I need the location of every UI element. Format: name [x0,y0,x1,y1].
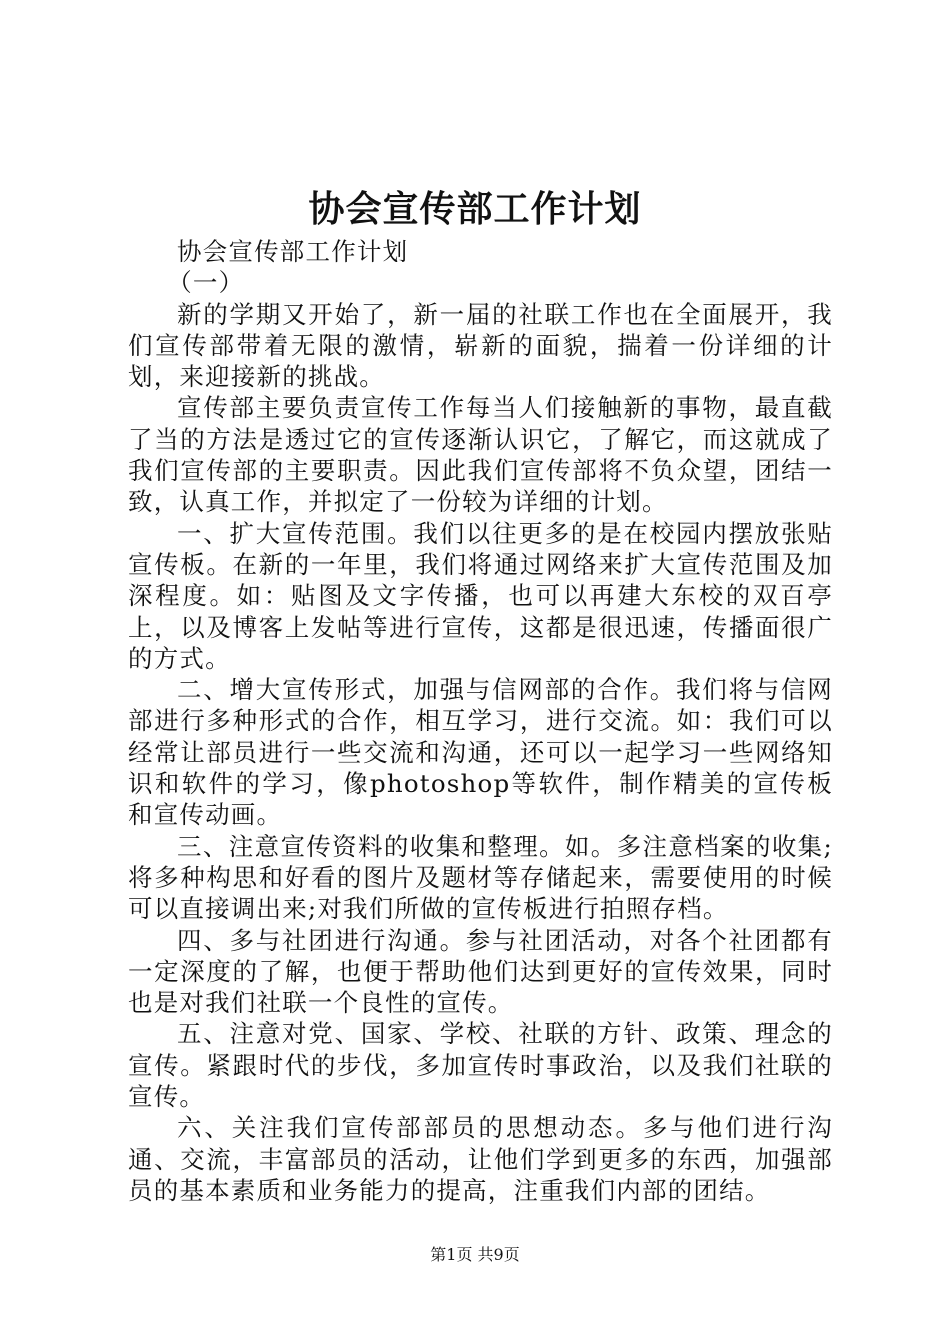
paragraph-item-2: 二、增大宣传形式，加强与信网部的合作。我们将与信网部进行多种形式的合作，相互学习，进行交流。如：我们可以经常让部员进行一些交流和沟通，还可以一起学习一些网络知识和软件的学习，像photoshop等软件，制作精美的宣传板和宣传动画。 [128,675,833,830]
paragraph-item-1: 一、扩大宣传范围。我们以往更多的是在校园内摆放张贴宣传板。在新的一年里，我们将通过网络来扩大宣传范围及加深程度。如：贴图及文字传播，也可以再建大东校的双百亭上，以及博客上发帖等进行宣传，这都是很迅速，传播面很广的方式。 [128,518,833,673]
section-marker: （一） [167,268,245,298]
paragraph-item-5: 五、注意对党、国家、学校、社联的方针、政策、理念的宣传。紧跟时代的步伐，多加宣传时事政治，以及我们社联的宣传。 [128,1019,833,1112]
paragraph-item-4: 四、多与社团进行沟通。参与社团活动，对各个社团都有一定深度的了解，也便于帮助他们达到更好的宣传效果，同时也是对我们社联一个良性的宣传。 [128,925,833,1018]
paragraph-item-6: 六、关注我们宣传部部员的思想动态。多与他们进行沟通、交流，丰富部员的活动，让他们学到更多的东西，加强部员的基本素质和业务能力的提高，注重我们内部的团结。 [128,1113,833,1205]
paragraph-intro: 新的学期又开始了，新一届的社联工作也在全面展开，我们宣传部带着无限的激情，崭新的面貌，揣着一份详细的计划，来迎接新的挑战。 [128,299,833,392]
page-footer: 第1页 共9页 [430,1245,520,1264]
subtitle-line: 协会宣传部工作计划 [177,237,409,266]
paragraph-responsibility: 宣传部主要负责宣传工作每当人们接触新的事物，最直截了当的方法是透过它的宣传逐渐认识它，了解它，而这就成了我们宣传部的主要职责。因此我们宣传部将不负众望，团结一致，认真工作，并拟定了一份较为详细的计划。 [128,393,833,517]
document-title: 协会宣传部工作计划 [308,188,642,230]
paragraph-item-3: 三、注意宣传资料的收集和整理。如。多注意档案的收集;将多种构思和好看的图片及题材等存储起来，需要使用的时候可以直接调出来;对我们所做的宣传板进行拍照存档。 [128,831,833,924]
document-body [128,236,833,1206]
